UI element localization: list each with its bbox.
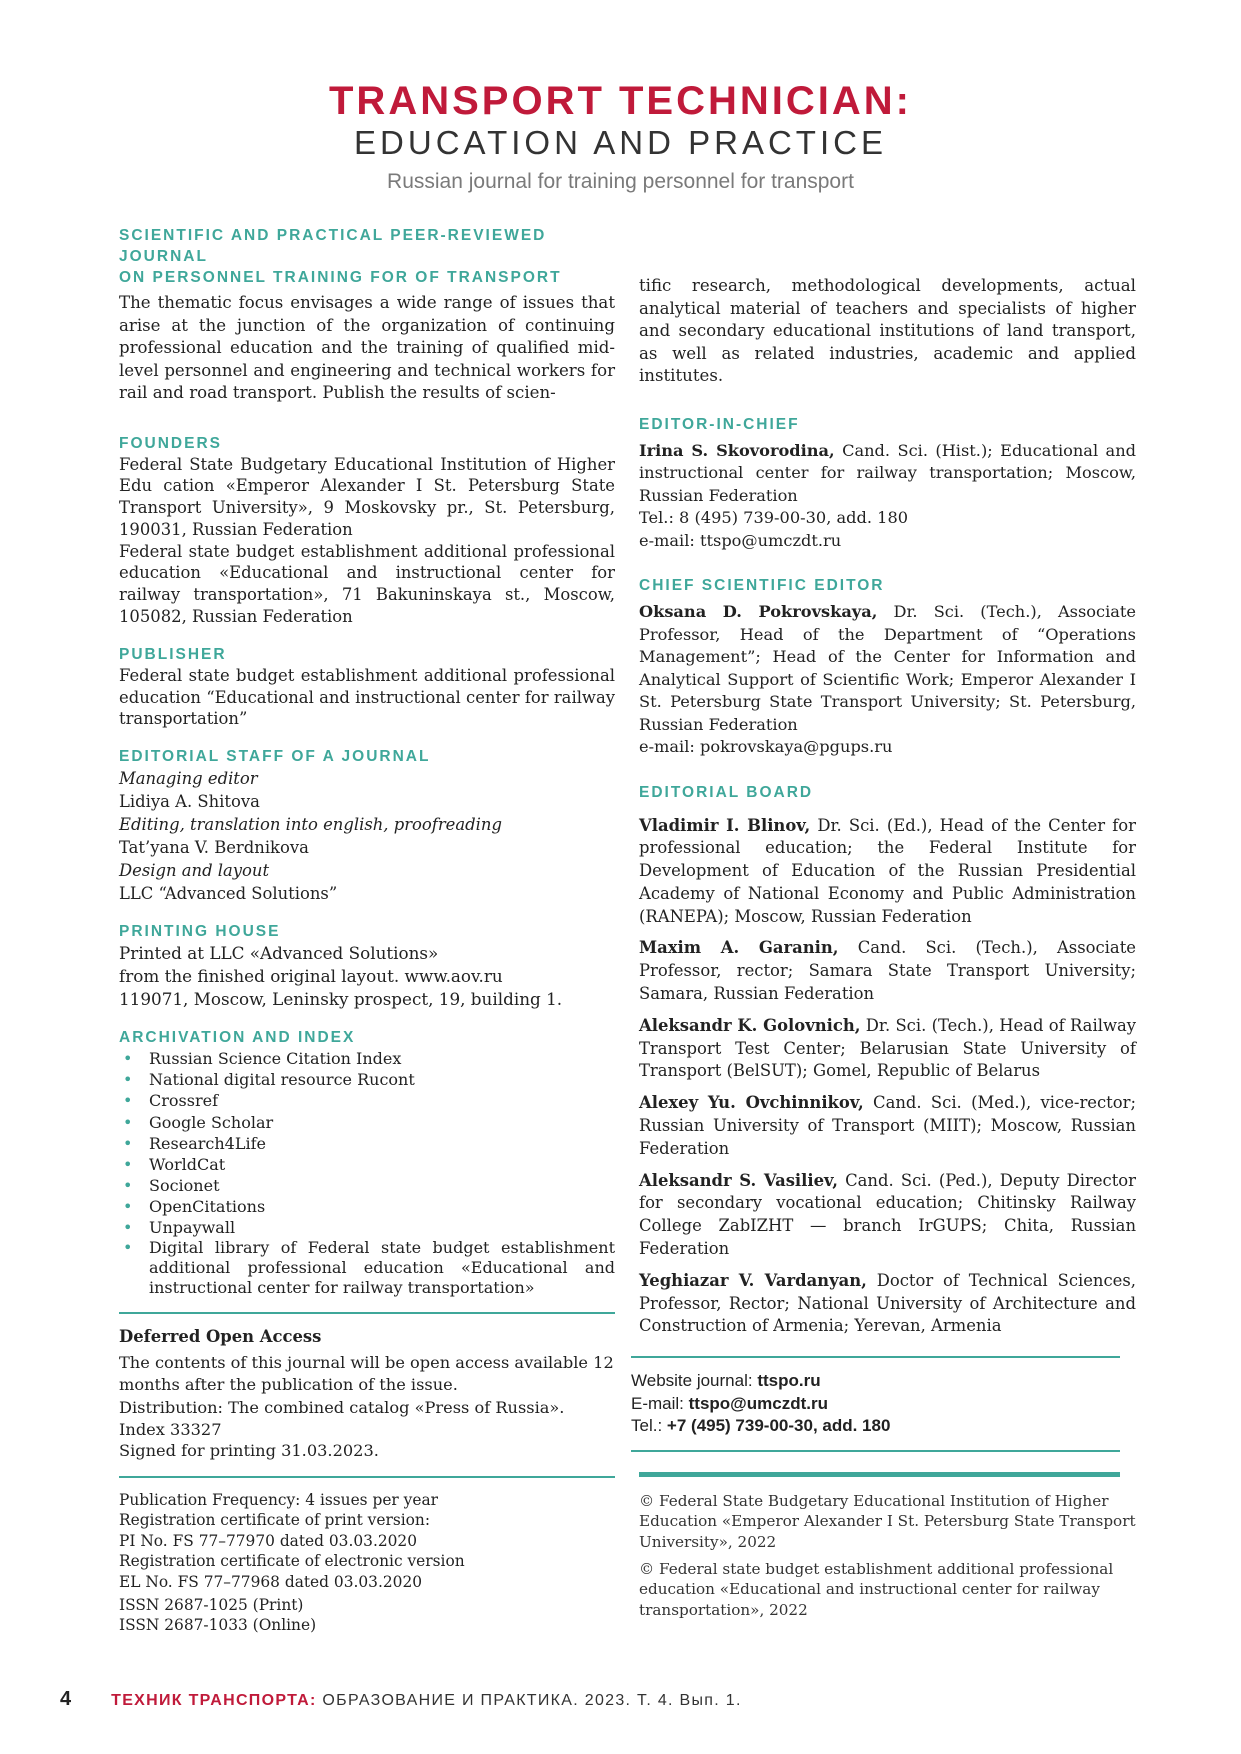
person-desc: Cand. Sci. (Tech.), Associate Professor, rector; Samara State Transport University; Samara, Russian Federation: [639, 938, 1136, 1004]
open-access-text: [119, 1352, 615, 1462]
open-access-line: Distribution: The combined catalog «Press of Russia».: [119, 1398, 565, 1418]
person-desc: Dr. Sci. (Tech.), Associate Professor, Head of the Department of “Operations Management”; Head of the Center for Information and Analytical Support of Scientific Work; Emperor Alexander I St. Petersburg State Transport University; St. Petersburg, Russian Federation: [639, 602, 1136, 734]
intro-text-right: tific research, methodological developments, actual analytical material of teachers and specialists of higher and secondary educational institutions of land transport, as well as related industries, academic and applied institutes.: [639, 276, 1136, 385]
board-member: [639, 937, 1136, 1005]
registration-line: ISSN 2687-1025 (Print): [119, 1595, 304, 1614]
chief-scientific-editor-heading: CHIEF SCIENTIFIC EDITOR: [639, 577, 885, 594]
list-item-label: WorldCat: [149, 1154, 226, 1174]
open-access-line: Index 33327: [119, 1419, 222, 1439]
list-item: [119, 1175, 615, 1196]
divider: [119, 1312, 615, 1314]
divider: [119, 1476, 615, 1478]
list-item: [119, 1048, 615, 1069]
editor-in-chief-block: [639, 440, 1136, 553]
tel-label: Tel.:: [631, 1416, 663, 1436]
list-item: [119, 1133, 615, 1154]
staff-name: LLC “Advanced Solutions”: [119, 884, 338, 904]
bullet-icon: •: [123, 1112, 133, 1132]
board-member: [639, 1015, 1136, 1083]
person-name: Alexey Yu. Ovchinnikov,: [639, 1093, 864, 1113]
tel-value: +7 (495) 739-00-30, add. 180: [666, 1416, 891, 1436]
person-desc: Doctor of Technical Sciences, Professor, Rector; National University of Architecture and Construction of Armenia; Yerevan, Armenia: [639, 1270, 1136, 1336]
registration-line: Registration certificate of electronic version: [119, 1552, 465, 1571]
person-name: Aleksandr S. Vasiliev,: [639, 1170, 838, 1190]
copyright-block: [639, 1491, 1136, 1621]
person-name: Yeghiazar V. Vardanyan,: [639, 1270, 867, 1290]
chief-scientific-editor-block: [639, 601, 1136, 759]
person-name: Maxim A. Garanin,: [639, 938, 839, 958]
list-item: [119, 1238, 615, 1298]
list-item-label: Socionet: [149, 1175, 220, 1195]
board-member: [639, 1092, 1136, 1160]
divider: [631, 1356, 1120, 1358]
index-list: [119, 1048, 615, 1298]
editor-tel: Tel.: 8 (495) 739-00-30, add. 180: [639, 508, 909, 527]
right-column: [631, 275, 1137, 1620]
board-member: [639, 815, 1136, 929]
person-desc: Cand. Sci. (Med.), vice-rector; Russian University of Transport (MIIT); Moscow, Russian Federation: [639, 1093, 1136, 1158]
website-link[interactable]: ttspo.ru: [757, 1371, 821, 1391]
editor-email: e-mail: ttspo@umczdt.ru: [639, 530, 842, 550]
editor-in-chief-heading: EDITOR-IN-CHIEF: [639, 415, 800, 433]
journal-tagline: Russian journal for training personnel for transport: [387, 170, 854, 193]
person-desc: Dr. Sci. (Ed.), Head of the Center for professional education; the Federal Institute for Development of Education of the Russian Presidential Academy of National Economy and Public Administration (RANEPA); Moscow, Russian Federation: [639, 815, 1136, 926]
list-item: [119, 1090, 615, 1111]
tel-row: [631, 1415, 1136, 1438]
founders-text-1: Federal State Budgetary Educational Institution of Higher Edu cation «Emperor Alexander I St. Petersburg State Transport University», 9 Moskovsky pr., St. Petersburg, 190031, Russian Federation: [119, 454, 615, 539]
list-item-label: Digital library of Federal state budget establishment additional professional education «Educational and instructional center for railway transportation»: [149, 1238, 615, 1298]
website-row: [631, 1370, 1136, 1393]
person-name: Irina S. Skovorodina,: [639, 440, 835, 460]
email-row: [631, 1393, 1136, 1416]
list-item: [119, 1154, 615, 1175]
printing-line: 119071, Moscow, Leninsky prospect, 19, building 1.: [119, 989, 563, 1010]
copyright-line: © Federal State Budgetary Educational Institution of Higher Education «Emperor Alexander I St. Petersburg State Transport University», 2022: [639, 1491, 1136, 1551]
registration-info: [119, 1490, 615, 1636]
page-footer: [60, 1688, 742, 1711]
list-item: [119, 1112, 615, 1133]
divider: [631, 1450, 1120, 1452]
contacts-block: [631, 1370, 1136, 1438]
person-name: Oksana D. Pokrovskaya,: [639, 602, 878, 621]
intro-heading-line1: SCIENTIFIC AND PRACTICAL PEER-REVIEWED JOURNAL: [119, 227, 547, 265]
staff-role: Editing, translation into english, proofreading: [119, 815, 502, 835]
staff-role: Managing editor: [119, 769, 258, 789]
bullet-icon: •: [123, 1049, 133, 1069]
intro-text-left: The thematic focus envisages a wide range of issues that arise at the junction of the organization of continuing professional education and the training of qualified mid-level personnel and engineering and technical workers for rail and road transport. Publish the results of scien-: [119, 293, 615, 402]
bullet-icon: •: [123, 1175, 133, 1195]
publisher-text: Federal state budget establishment additional professional education “Educational and instructional center for railway transportation”: [119, 665, 615, 729]
editorial-board-list: [639, 815, 1136, 1339]
intro-heading-line2: ON PERSONNEL TRAINING FOR OF TRANSPORT: [119, 269, 562, 286]
divider-thick: [639, 1472, 1120, 1477]
list-item-label: Google Scholar: [149, 1112, 274, 1132]
staff-name: Lidiya A. Shitova: [119, 792, 260, 812]
person-desc: Cand. Sci. (Hist.); Educational and instructional center for railway transportation; Moscow, Russian Federation: [639, 440, 1136, 505]
archivation-heading: ARCHIVATION AND INDEX: [119, 1029, 356, 1047]
staff-name: Tat’yana V. Berdnikova: [119, 838, 309, 858]
footer-journal-title: ТЕХНИК ТРАНСПОРТА:: [111, 1692, 317, 1709]
bullet-icon: •: [123, 1070, 133, 1090]
email-link[interactable]: ttspo@umczdt.ru: [688, 1393, 828, 1413]
scientific-editor-email: e-mail: pokrovskaya@pgups.ru: [639, 737, 893, 756]
list-item-label: National digital resource Rucont: [149, 1070, 415, 1090]
registration-line: Registration certificate of print version:: [119, 1511, 431, 1530]
list-item: [119, 1196, 615, 1217]
person-name: Vladimir I. Blinov,: [639, 815, 811, 835]
list-item: [119, 1069, 615, 1090]
staff-role: Design and layout: [119, 861, 270, 881]
bullet-icon: •: [123, 1218, 133, 1238]
printing-house-text: [119, 942, 615, 1011]
publisher-heading: PUBLISHER: [119, 645, 227, 663]
list-item-label: Crossref: [149, 1091, 218, 1111]
email-label: E-mail:: [631, 1393, 684, 1413]
intro-heading: [119, 225, 615, 288]
registration-line: ISSN 2687-1033 (Online): [119, 1616, 317, 1635]
bullet-icon: •: [123, 1196, 133, 1216]
board-member: [639, 1270, 1136, 1338]
bullet-icon: •: [123, 1238, 133, 1258]
registration-line: PI No. FS 77–77970 dated 03.03.2020: [119, 1531, 418, 1550]
founders-text-2: Federal state budget establishment additional professional education «Educational and instructional center for railway transportation», 71 Bakuninskaya st., Moscow, 105082, Russian Federation: [119, 541, 615, 627]
founders-heading: FOUNDERS: [119, 434, 222, 452]
person-desc: Dr. Sci. (Tech.), Head of Railway Transport Test Center; Belarusian State University of Transport (BelSUT); Gomel, Republic of Belarus: [639, 1015, 1136, 1081]
printing-house-heading: PRINTING HOUSE: [119, 923, 281, 941]
open-access-line: Signed for printing 31.03.2023.: [119, 1441, 379, 1461]
left-column: [119, 225, 615, 1636]
editorial-staff-heading: EDITORIAL STAFF OF A JOURNAL: [119, 748, 431, 766]
bullet-icon: •: [123, 1133, 133, 1153]
website-label: Website journal:: [631, 1371, 753, 1391]
list-item-label: Unpaywall: [149, 1218, 236, 1238]
person-desc: Cand. Sci. (Ped.), Deputy Director for secondary vocational education; Chitinsky Railway College ZabIZHT — branch IrGUPS; Chita, Russian Federation: [639, 1170, 1137, 1259]
copyright-line: © Federal state budget establishment additional professional education «Educational and instructional center for railway transportation», 2022: [639, 1559, 1114, 1619]
list-item-label: OpenCitations: [149, 1196, 266, 1216]
bullet-icon: •: [123, 1154, 133, 1174]
printing-line: Printed at LLC «Advanced Solutions»: [119, 943, 439, 964]
editorial-board-heading: EDITORIAL BOARD: [639, 783, 814, 801]
person-name: Aleksandr K. Golovnich,: [639, 1015, 861, 1035]
page-number: 4: [60, 1688, 72, 1710]
open-access-heading: Deferred Open Access: [119, 1327, 322, 1347]
list-item-label: Research4Life: [149, 1133, 266, 1153]
board-member: [639, 1170, 1136, 1261]
journal-title: TRANSPORT TECHNICIAN:: [329, 79, 912, 123]
masthead: [0, 78, 1241, 202]
journal-subtitle: EDUCATION AND PRACTICE: [354, 124, 887, 161]
printing-line: from the finished original layout. www.aov.ru: [119, 966, 503, 987]
list-item-label: Russian Science Citation Index: [149, 1049, 402, 1069]
list-item: [119, 1217, 615, 1238]
registration-line: Publication Frequency: 4 issues per year: [119, 1490, 439, 1509]
editorial-staff-list: [119, 767, 615, 905]
open-access-line: The contents of this journal will be open access available 12 months after the publication of the issue.: [119, 1353, 614, 1394]
footer-journal-info: ОБРАЗОВАНИЕ И ПРАКТИКА. 2023. Т. 4. Вып. 1.: [316, 1692, 742, 1709]
registration-line: EL No. FS 77–77968 dated 03.03.2020: [119, 1572, 423, 1591]
bullet-icon: •: [123, 1091, 133, 1111]
